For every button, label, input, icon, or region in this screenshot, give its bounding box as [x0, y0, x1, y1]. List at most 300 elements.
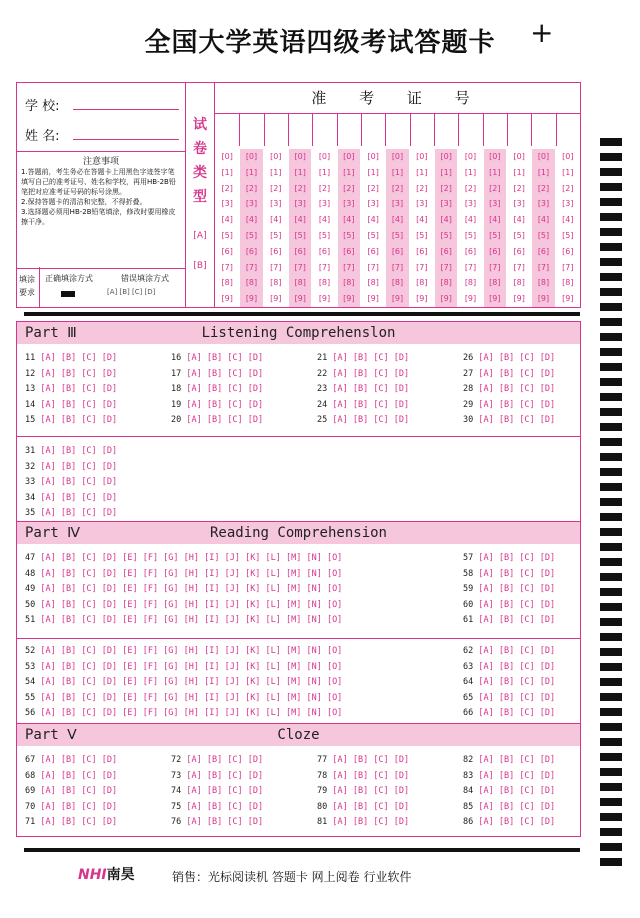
digit-bubble[interactable]: [1]	[294, 167, 306, 177]
digit-bubble[interactable]: [7]	[367, 262, 379, 272]
answer-options[interactable]: [A] [B] [C] [D]	[332, 817, 410, 827]
digit-bubble[interactable]: [5]	[391, 230, 404, 240]
question-row	[25, 400, 117, 410]
digit-bubble[interactable]: [3]	[562, 199, 574, 209]
digit-bubble[interactable]: [3]	[440, 199, 452, 209]
digit-bubble[interactable]: [7]	[245, 262, 258, 272]
answer-options[interactable]: [A] [B] [C] [D]	[186, 786, 264, 796]
answer-options[interactable]: [A] [B] [C] [D]	[186, 801, 264, 812]
question-number: 34	[25, 492, 36, 503]
digit-bubble[interactable]: [5]	[245, 230, 258, 240]
timing-mark	[600, 843, 622, 851]
digit-bubble[interactable]: [2]	[221, 183, 233, 193]
question-number: 50	[25, 599, 36, 610]
answer-options[interactable]: [A] [B] [C] [D]	[478, 568, 556, 579]
timing-mark	[600, 573, 622, 581]
question-number: 79	[317, 786, 328, 796]
answer-options[interactable]: [A] [B] [C] [D]	[40, 492, 118, 503]
question-row	[25, 477, 117, 487]
answer-options[interactable]: [A] [B] [C] [D] [E] [F] [G] [H] [I] [J] [K] [L] [M] [N] [O]	[40, 584, 343, 594]
digit-bubble[interactable]: [9]	[221, 294, 233, 304]
question-number: 11	[25, 353, 36, 363]
digit-bubble[interactable]: [2]	[270, 183, 282, 193]
answer-options[interactable]: [A] [B] [C] [D]	[478, 646, 556, 656]
answer-options[interactable]: [A] [B] [C] [D]	[478, 817, 556, 827]
answer-options[interactable]: [A] [B] [C] [D] [E] [F] [G] [H] [I] [J] [K] [L] [M] [N] [O]	[40, 661, 343, 672]
question-number: 21	[317, 353, 328, 363]
answer-options[interactable]: [A] [B] [C] [D]	[332, 384, 410, 394]
digit-bubble[interactable]: [0]	[318, 152, 331, 161]
admission-write-cell[interactable]	[385, 114, 410, 146]
digit-bubble[interactable]: [0]	[221, 152, 233, 161]
digit-bubble[interactable]: [0]	[537, 152, 550, 161]
digit-bubble[interactable]: [0]	[440, 152, 452, 161]
digit-bubble[interactable]: [5]	[489, 230, 501, 240]
digit-bubble[interactable]: [8]	[464, 278, 477, 288]
digit-bubble[interactable]: [5]	[562, 230, 574, 240]
question-number: 18	[171, 384, 182, 394]
digit-bubble[interactable]: [0]	[343, 152, 355, 161]
logo-mark: NHI	[78, 867, 107, 883]
digit-bubble[interactable]: [1]	[416, 167, 428, 177]
digit-bubble[interactable]: [0]	[367, 152, 379, 161]
answer-options[interactable]: [A] [B] [C] [D]	[478, 599, 556, 610]
answer-options[interactable]: [A] [B] [C] [D]	[478, 755, 556, 765]
answer-options[interactable]: [A] [B] [C] [D]	[40, 384, 118, 394]
digit-bubble[interactable]: [4]	[562, 215, 574, 225]
answer-options[interactable]: [A] [B] [C] [D]	[332, 755, 410, 765]
question-row	[463, 755, 555, 765]
digit-bubble[interactable]: [8]	[489, 278, 501, 288]
digit-bubble[interactable]: [7]	[294, 262, 306, 272]
digit-bubble[interactable]: [2]	[294, 183, 306, 193]
digit-bubble[interactable]: [1]	[464, 167, 477, 177]
digit-bubble[interactable]: [4]	[245, 215, 258, 225]
admission-write-cell[interactable]	[410, 114, 435, 146]
answer-options[interactable]: [A] [B] [C] [D] [E] [F] [G] [H] [I] [J] [K] [L] [M] [N] [O]	[40, 615, 343, 625]
digit-bubble[interactable]: [5]	[513, 230, 525, 240]
question-row	[171, 755, 263, 765]
answer-options[interactable]: [A] [B] [C] [D]	[186, 353, 264, 363]
digit-bubble[interactable]: [7]	[537, 262, 550, 272]
paper-type-a[interactable]: [A]	[193, 231, 207, 241]
digit-bubble[interactable]: [4]	[270, 215, 282, 225]
digit-bubble[interactable]: [5]	[416, 230, 428, 240]
digit-bubble[interactable]: [9]	[537, 294, 550, 304]
digit-bubble[interactable]: [6]	[270, 246, 282, 256]
answer-options[interactable]: [A] [B] [C] [D]	[40, 786, 118, 796]
question-row	[25, 708, 342, 718]
digit-bubble[interactable]: [1]	[343, 167, 355, 177]
answer-options[interactable]: [A] [B] [C] [D]	[478, 692, 556, 703]
answer-options[interactable]: [A] [B] [C] [D]	[40, 461, 118, 472]
digit-bubble[interactable]: [3]	[464, 199, 477, 209]
digit-bubble[interactable]: [6]	[562, 246, 574, 256]
notice-item: 2.保持答题卡的清洁和完整，不得折叠。	[21, 198, 147, 206]
admission-write-cell[interactable]	[239, 114, 264, 146]
digit-bubble[interactable]: [7]	[489, 262, 501, 272]
question-number: 32	[25, 461, 36, 472]
answer-options[interactable]: [A] [B] [C] [D]	[40, 353, 118, 363]
admission-write-cell[interactable]	[361, 114, 386, 146]
digit-bubble[interactable]: [2]	[391, 183, 404, 193]
school-input[interactable]	[73, 109, 179, 110]
digit-bubble[interactable]: [3]	[537, 199, 550, 209]
digit-bubble[interactable]: [4]	[513, 215, 525, 225]
answer-options[interactable]: [A] [B] [C] [D]	[332, 353, 410, 363]
digit-bubble[interactable]: [0]	[391, 152, 404, 161]
digit-bubble[interactable]: [9]	[464, 294, 477, 304]
digit-bubble[interactable]: [6]	[416, 246, 428, 256]
answer-options[interactable]: [A] [B] [C] [D] [E] [F] [G] [H] [I] [J] [K] [L] [M] [N] [O]	[40, 708, 343, 718]
timing-mark	[600, 228, 622, 236]
digit-bubble[interactable]: [1]	[270, 167, 282, 177]
digit-bubble[interactable]: [0]	[416, 152, 428, 161]
answer-options[interactable]: [A] [B] [C] [D]	[332, 786, 410, 796]
answer-options[interactable]: [A] [B] [C] [D]	[40, 368, 118, 379]
digit-bubble[interactable]: [2]	[318, 183, 331, 193]
answer-options[interactable]: [A] [B] [C] [D]	[40, 755, 118, 765]
admission-digit-column	[532, 149, 554, 307]
timing-mark	[600, 753, 622, 761]
question-row	[463, 708, 555, 718]
digit-bubble[interactable]: [7]	[221, 262, 233, 272]
answer-options[interactable]: [A] [B] [C] [D]	[332, 415, 410, 425]
digit-bubble[interactable]: [8]	[318, 278, 331, 288]
digit-bubble[interactable]: [1]	[318, 167, 331, 177]
answer-options[interactable]: [A] [B] [C] [D] [E] [F] [G] [H] [I] [J] [K] [L] [M] [N] [O]	[40, 677, 343, 687]
digit-bubble[interactable]: [2]	[562, 183, 574, 193]
digit-bubble[interactable]: [9]	[440, 294, 452, 304]
timing-mark	[600, 708, 622, 716]
digit-bubble[interactable]: [2]	[367, 183, 379, 193]
digit-bubble[interactable]: [9]	[489, 294, 501, 304]
answer-options[interactable]: [A] [B] [C] [D]	[478, 770, 556, 781]
question-number: 57	[463, 553, 474, 563]
answer-options[interactable]: [A] [B] [C] [D]	[186, 399, 264, 410]
digit-bubble[interactable]: [7]	[416, 262, 428, 272]
digit-bubble[interactable]: [9]	[270, 294, 282, 304]
question-row	[25, 369, 117, 379]
digit-bubble[interactable]: [0]	[294, 152, 306, 161]
answer-options[interactable]: [A] [B] [C] [D]	[478, 801, 556, 812]
admission-digit-column	[411, 149, 433, 307]
digit-bubble[interactable]: [7]	[464, 262, 477, 272]
admission-write-cell[interactable]	[215, 114, 240, 146]
answer-options[interactable]: [A] [B] [C] [D] [E] [F] [G] [H] [I] [J] [K] [L] [M] [N] [O]	[40, 646, 343, 656]
answer-options[interactable]: [A] [B] [C] [D]	[478, 399, 556, 410]
digit-bubble[interactable]: [3]	[270, 199, 282, 209]
digit-bubble[interactable]: [6]	[318, 246, 331, 256]
digit-bubble[interactable]: [3]	[343, 199, 355, 209]
digit-bubble[interactable]: [8]	[270, 278, 282, 288]
question-number: 16	[171, 353, 182, 363]
digit-bubble[interactable]: [1]	[562, 167, 574, 177]
answer-options[interactable]: [A] [B] [C] [D]	[332, 770, 410, 781]
answer-options[interactable]: [A] [B] [C] [D]	[478, 677, 556, 687]
digit-bubble[interactable]: [1]	[489, 167, 501, 177]
part3-header	[17, 322, 580, 344]
digit-bubble[interactable]: [5]	[367, 230, 379, 240]
digit-bubble[interactable]: [3]	[318, 199, 331, 209]
question-number: 12	[25, 368, 36, 379]
digit-bubble[interactable]: [5]	[537, 230, 550, 240]
digit-bubble[interactable]: [6]	[513, 246, 525, 256]
question-row	[171, 353, 263, 363]
digit-bubble[interactable]: [5]	[221, 230, 233, 240]
digit-bubble[interactable]: [8]	[221, 278, 233, 288]
digit-bubble[interactable]: [5]	[294, 230, 306, 240]
digit-bubble[interactable]: [2]	[416, 183, 428, 193]
digit-bubble[interactable]: [6]	[489, 246, 501, 256]
question-row	[25, 462, 117, 472]
answer-options[interactable]: [A] [B] [C] [D]	[478, 553, 556, 563]
digit-bubble[interactable]: [5]	[343, 230, 355, 240]
question-row	[317, 400, 409, 410]
digit-bubble[interactable]: [6]	[294, 246, 306, 256]
digit-bubble[interactable]: [6]	[440, 246, 452, 256]
timing-mark	[600, 633, 622, 641]
admission-write-cell[interactable]	[556, 114, 581, 146]
answer-options[interactable]: [A] [B] [C] [D]	[186, 817, 264, 827]
answer-options[interactable]: [A] [B] [C] [D]	[478, 584, 556, 594]
timing-mark	[600, 138, 622, 146]
answer-options[interactable]: [A] [B] [C] [D]	[478, 415, 556, 425]
digit-bubble[interactable]: [1]	[391, 167, 404, 177]
digit-bubble[interactable]: [9]	[416, 294, 428, 304]
question-number: 72	[171, 755, 182, 765]
digit-bubble[interactable]: [6]	[464, 246, 477, 256]
digit-bubble[interactable]: [1]	[537, 167, 550, 177]
question-row	[25, 384, 117, 394]
admission-write-cell[interactable]	[288, 114, 313, 146]
question-row	[25, 771, 117, 781]
digit-bubble[interactable]: [6]	[343, 246, 355, 256]
answer-options[interactable]: [A] [B] [C] [D]	[40, 508, 118, 518]
question-row	[463, 786, 555, 796]
answer-options[interactable]: [A] [B] [C] [D]	[40, 817, 118, 827]
timing-mark	[600, 468, 622, 476]
admission-digit-column	[362, 149, 384, 307]
answer-options[interactable]: [A] [B] [C] [D]	[332, 801, 410, 812]
question-number: 65	[463, 692, 474, 703]
digit-bubble[interactable]: [4]	[416, 215, 428, 225]
digit-bubble[interactable]: [0]	[489, 152, 501, 161]
question-row	[171, 369, 263, 379]
digit-bubble[interactable]: [6]	[391, 246, 404, 256]
digit-bubble[interactable]: [7]	[391, 262, 404, 272]
admission-write-cell[interactable]	[531, 114, 556, 146]
question-number: 66	[463, 708, 474, 718]
part4-header	[17, 522, 580, 544]
admission-write-cell[interactable]	[458, 114, 483, 146]
digit-bubble[interactable]: [4]	[537, 215, 550, 225]
digit-bubble[interactable]: [9]	[562, 294, 574, 304]
correct-fill-sample	[61, 291, 75, 297]
digit-bubble[interactable]: [7]	[318, 262, 331, 272]
digit-bubble[interactable]: [9]	[318, 294, 331, 304]
answer-options[interactable]: [A] [B] [C] [D] [E] [F] [G] [H] [I] [J] [K] [L] [M] [N] [O]	[40, 568, 343, 579]
digit-bubble[interactable]: [6]	[245, 246, 258, 256]
answer-options[interactable]: [A] [B] [C] [D]	[40, 446, 118, 456]
answer-options[interactable]: [A] [B] [C] [D]	[186, 770, 264, 781]
question-number: 64	[463, 677, 474, 687]
paper-type-b[interactable]: [B]	[193, 261, 207, 271]
digit-bubble[interactable]: [2]	[489, 183, 501, 193]
digit-bubble[interactable]: [8]	[294, 278, 306, 288]
digit-bubble[interactable]: [2]	[245, 183, 258, 193]
timing-mark	[600, 258, 622, 266]
digit-bubble[interactable]: [1]	[245, 167, 258, 177]
digit-bubble[interactable]: [9]	[294, 294, 306, 304]
digit-bubble[interactable]: [8]	[513, 278, 525, 288]
admission-write-cell[interactable]	[337, 114, 362, 146]
admission-write-cell[interactable]	[312, 114, 337, 146]
admission-write-cell[interactable]	[483, 114, 508, 146]
digit-bubble[interactable]: [2]	[464, 183, 477, 193]
digit-bubble[interactable]: [9]	[513, 294, 525, 304]
digit-bubble[interactable]: [5]	[270, 230, 282, 240]
digit-bubble[interactable]: [8]	[245, 278, 258, 288]
digit-bubble[interactable]: [4]	[391, 215, 404, 225]
question-number: 77	[317, 755, 328, 765]
digit-bubble[interactable]: [1]	[513, 167, 525, 177]
digit-bubble[interactable]: [2]	[537, 183, 550, 193]
digit-bubble[interactable]: [3]	[367, 199, 379, 209]
digit-bubble[interactable]: [4]	[464, 215, 477, 225]
digit-bubble[interactable]: [6]	[367, 246, 379, 256]
digit-bubble[interactable]: [7]	[270, 262, 282, 272]
question-row	[463, 384, 555, 394]
answer-options[interactable]: [A] [B] [C] [D]	[478, 708, 556, 718]
question-row	[463, 646, 555, 656]
logo-text: 南昊	[106, 867, 135, 883]
digit-bubble[interactable]: [4]	[343, 215, 355, 225]
digit-bubble[interactable]: [4]	[367, 215, 379, 225]
digit-bubble[interactable]: [1]	[221, 167, 233, 177]
admission-write-cell[interactable]	[507, 114, 532, 146]
answer-options[interactable]: [A] [B] [C] [D]	[40, 415, 118, 425]
admission-write-cell[interactable]	[264, 114, 289, 146]
answer-options[interactable]: [A] [B] [C] [D]	[186, 368, 264, 379]
digit-bubble[interactable]: [9]	[367, 294, 379, 304]
question-number: 59	[463, 584, 474, 594]
digit-bubble[interactable]: [5]	[318, 230, 331, 240]
question-row	[25, 677, 342, 687]
timing-mark	[600, 543, 622, 551]
answer-options[interactable]: [A] [B] [C] [D]	[40, 477, 118, 487]
answer-options[interactable]: [A] [B] [C] [D]	[40, 399, 118, 410]
digit-bubble[interactable]: [0]	[245, 152, 258, 161]
digit-bubble[interactable]: [4]	[221, 215, 233, 225]
digit-bubble[interactable]: [7]	[562, 262, 574, 272]
digit-bubble[interactable]: [1]	[440, 167, 452, 177]
digit-bubble[interactable]: [0]	[270, 152, 282, 161]
digit-bubble[interactable]: [7]	[513, 262, 525, 272]
answer-options[interactable]: [A] [B] [C] [D]	[332, 368, 410, 379]
digit-bubble[interactable]: [4]	[294, 215, 306, 225]
digit-bubble[interactable]: [3]	[221, 199, 233, 209]
answer-options[interactable]: [A] [B] [C] [D] [E] [F] [G] [H] [I] [J] [K] [L] [M] [N] [O]	[40, 553, 343, 563]
answer-options[interactable]: [A] [B] [C] [D]	[478, 661, 556, 672]
digit-bubble[interactable]: [7]	[343, 262, 355, 272]
digit-bubble[interactable]: [0]	[513, 152, 525, 161]
digit-bubble[interactable]: [5]	[464, 230, 477, 240]
digit-bubble[interactable]: [4]	[440, 215, 452, 225]
digit-bubble[interactable]: [6]	[221, 246, 233, 256]
question-row	[317, 384, 409, 394]
digit-bubble[interactable]: [8]	[416, 278, 428, 288]
question-row	[317, 771, 409, 781]
answer-options[interactable]: [A] [B] [C] [D]	[478, 353, 556, 363]
question-row	[25, 615, 342, 625]
digit-bubble[interactable]: [3]	[489, 199, 501, 209]
digit-bubble[interactable]: [9]	[245, 294, 258, 304]
answer-options[interactable]: [A] [B] [C] [D]	[332, 399, 410, 410]
digit-bubble[interactable]: [3]	[416, 199, 428, 209]
digit-bubble[interactable]: [3]	[513, 199, 525, 209]
digit-bubble[interactable]: [5]	[440, 230, 452, 240]
digit-bubble[interactable]: [1]	[367, 167, 379, 177]
digit-bubble[interactable]: [3]	[391, 199, 404, 209]
answer-options[interactable]: [A] [B] [C] [D]	[186, 384, 264, 394]
digit-bubble[interactable]: [3]	[294, 199, 306, 209]
answer-options[interactable]: [A] [B] [C] [D]	[186, 415, 264, 425]
question-row	[463, 400, 555, 410]
answer-options[interactable]: [A] [B] [C] [D] [E] [F] [G] [H] [I] [J] [K] [L] [M] [N] [O]	[40, 599, 343, 610]
digit-bubble[interactable]: [8]	[343, 278, 355, 288]
answer-options[interactable]: [A] [B] [C] [D]	[40, 801, 118, 812]
digit-bubble[interactable]: [8]	[440, 278, 452, 288]
digit-bubble[interactable]: [0]	[464, 152, 477, 161]
digit-bubble[interactable]: [2]	[440, 183, 452, 193]
answer-options[interactable]: [A] [B] [C] [D]	[186, 755, 264, 765]
timing-mark	[600, 558, 622, 566]
digit-bubble[interactable]: [2]	[513, 183, 525, 193]
question-row	[463, 693, 555, 703]
digit-bubble[interactable]: [9]	[343, 294, 355, 304]
question-row	[317, 755, 409, 765]
digit-bubble[interactable]: [8]	[367, 278, 379, 288]
wrong-fill-sample: [A] [B] [C] [D]	[107, 288, 156, 296]
answer-options[interactable]: [A] [B] [C] [D]	[478, 786, 556, 796]
digit-bubble[interactable]: [0]	[562, 152, 574, 161]
part4-section	[16, 521, 581, 725]
timing-mark	[600, 663, 622, 671]
answer-options[interactable]: [A] [B] [C] [D]	[478, 384, 556, 394]
answer-options[interactable]: [A] [B] [C] [D]	[40, 770, 118, 781]
digit-bubble[interactable]: [8]	[537, 278, 550, 288]
name-input[interactable]	[73, 139, 179, 140]
digit-bubble[interactable]: [3]	[245, 199, 258, 209]
digit-bubble[interactable]: [4]	[318, 215, 331, 225]
digit-bubble[interactable]: [4]	[489, 215, 501, 225]
digit-bubble[interactable]: [7]	[440, 262, 452, 272]
digit-bubble[interactable]: [6]	[537, 246, 550, 256]
admission-digit-column	[386, 149, 408, 307]
digit-bubble[interactable]: [9]	[391, 294, 404, 304]
digit-bubble[interactable]: [8]	[562, 278, 574, 288]
timing-mark	[600, 393, 622, 401]
digit-bubble[interactable]: [8]	[391, 278, 404, 288]
question-row	[463, 771, 555, 781]
answer-options[interactable]: [A] [B] [C] [D]	[478, 368, 556, 379]
answer-options[interactable]: [A] [B] [C] [D]	[478, 615, 556, 625]
digit-bubble[interactable]: [2]	[343, 183, 355, 193]
admission-write-cell[interactable]	[434, 114, 459, 146]
brand-logo	[78, 864, 135, 884]
answer-options[interactable]: [A] [B] [C] [D] [E] [F] [G] [H] [I] [J] [K] [L] [M] [N] [O]	[40, 692, 343, 703]
